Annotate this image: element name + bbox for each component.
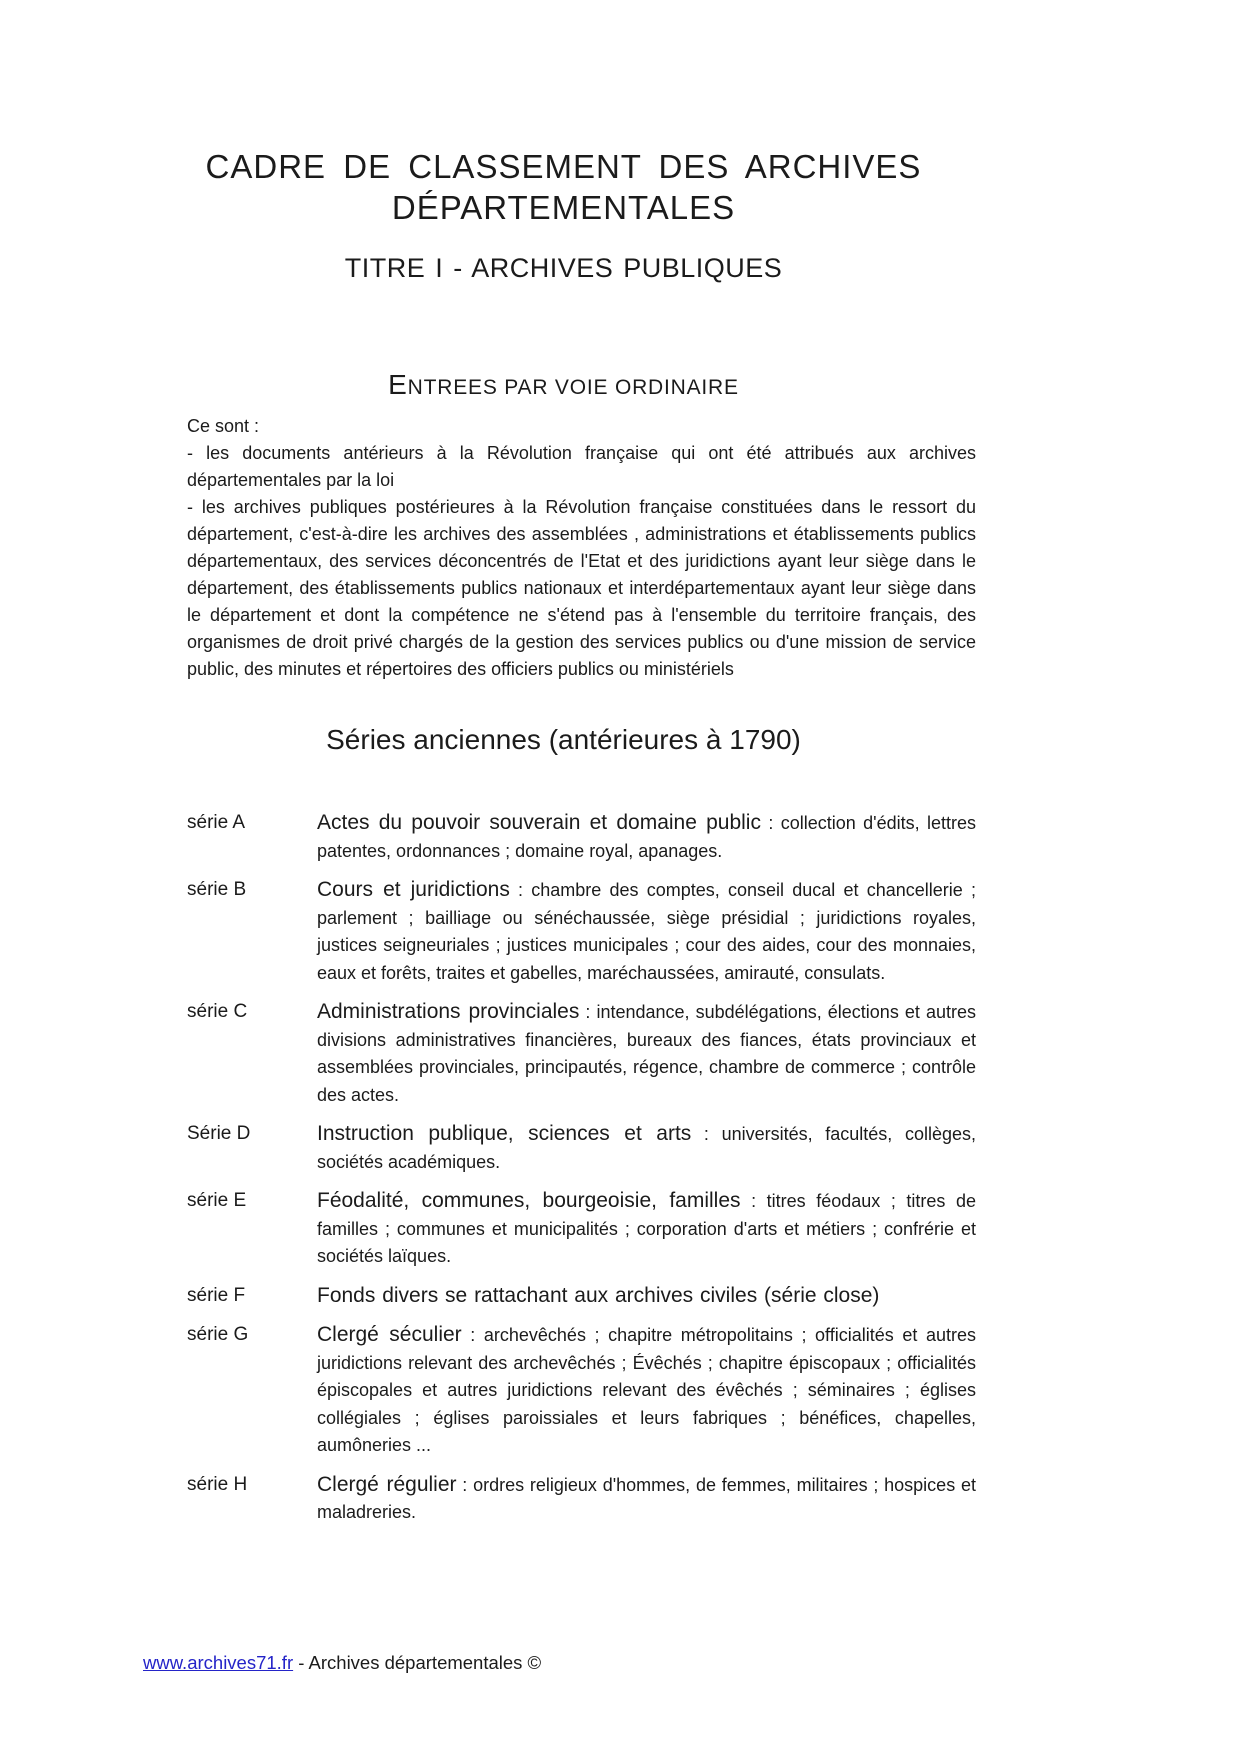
series-label: série E: [187, 1190, 247, 1211]
series-term: Clergé séculier: [317, 1323, 462, 1346]
series-term: Féodalité, communes, bourgeoisie, familles: [317, 1189, 741, 1212]
document-page: [187, 0, 976, 1538]
series-item-d: [187, 1120, 976, 1176]
series-term: Actes du pouvoir souverain et domaine public: [317, 811, 761, 834]
intro-lead: Ce sont :: [187, 416, 260, 436]
series-desc-text: : collection d'édits, lettres patentes, ordonnances ; domaine royal, apanages.: [317, 813, 976, 861]
series-label: série G: [187, 1324, 249, 1345]
footer-link[interactable]: www.archives71.fr: [143, 1652, 294, 1673]
section-heading-rest: NTREES PAR VOIE ORDINAIRE: [407, 376, 739, 399]
series-desc-text: : archevêchés ; chapitre métropolitains ; officialités et autres juridictions relevant des archevêchés ; Évêchés ; chapitre épiscopaux ; officialités épiscopales et autres juridictions relevant des évêchés ; séminaires ; églises collégiales ; églises paroissiales et leurs fabriques ; bénéfices, chapelles, aumôneries ...: [317, 1325, 977, 1455]
section-heading: [187, 370, 976, 403]
series-item-g: [187, 1321, 976, 1460]
series-term: Administrations provinciales: [317, 1000, 580, 1023]
series-desc-text: : chambre des comptes, conseil ducal et chancellerie ; parlement ; bailliage ou sénéchaussée, siège présidial ; juridictions royales, justices seigneuriales ; justices municipales ; cour des aides, cour des monnaies, eaux et forêts, traites et gabelles, maréchaussées, amirauté, consulats.: [317, 880, 976, 983]
footer-text: - Archives départementales ©: [293, 1652, 542, 1673]
series-item-a: [187, 809, 976, 865]
series-description: [317, 876, 976, 987]
series-item-c: [187, 998, 976, 1109]
document-title-line1: CADRE DE CLASSEMENT DES ARCHIVES: [205, 148, 922, 185]
series-label: série H: [187, 1473, 248, 1495]
series-label: série C: [187, 1001, 248, 1022]
series-description: [317, 1120, 976, 1176]
document-title-line2: DÉPARTEMENTALES: [391, 189, 736, 226]
series-label: Série D: [187, 1123, 251, 1144]
intro-paragraph-1: - les documents antérieurs à la Révolution française qui ont été attribués aux archives départementales par la loi: [187, 443, 976, 490]
series-item-f: [187, 1282, 976, 1311]
series-desc-text: : intendance, subdélégations, élections et autres divisions administratives financières, bureaux des fiances, états provinciaux et assemblées provinciales, principautés, régence, chambre de commerce ; contrôle des actes.: [317, 1002, 976, 1105]
series-list: [187, 809, 976, 1527]
section-heading-initial: E: [388, 369, 408, 400]
series-item-b: [187, 876, 976, 987]
document-subtitle: TITRE I - ARCHIVES PUBLIQUES: [344, 253, 783, 283]
series-term: Clergé régulier: [317, 1472, 457, 1496]
page-footer: [143, 1650, 541, 1676]
series-description: [317, 809, 976, 865]
series-term: Fonds divers se rattachant aux archives civiles (série close): [317, 1283, 880, 1307]
series-label: série B: [187, 879, 247, 900]
series-label: série F: [187, 1284, 246, 1306]
series-description: [317, 998, 976, 1109]
series-term: Instruction publique, sciences et arts: [317, 1122, 692, 1145]
series-description: [317, 1321, 976, 1460]
series-desc-text: : titres féodaux ; titres de familles ; communes et municipalités ; corporation d'arts et métiers ; confrérie et sociétés laïques.: [317, 1191, 976, 1266]
intro-paragraph-2: - les archives publiques postérieures à la Révolution française constituées dans le ressort du département, c'est-à-dire les archives des assemblées , administrations et établissements publics départementaux, des services déconcentrés de l'Etat et des juridictions ayant leur siège dans le département, des établissements publics nationaux et interdépartementaux ayant leur siège dans le département et dont la compétence ne s'étend pas à l'ensemble du territoire français, des organismes de droit privé chargés de la gestion des services publics ou d'une mission de service public, des minutes et répertoires des officiers publics ou ministériels: [187, 497, 976, 679]
series-label: série A: [187, 812, 246, 833]
series-description: [317, 1282, 976, 1311]
series-desc-text: : ordres religieux d'hommes, de femmes, militaires ; hospices et maladreries.: [317, 1474, 976, 1522]
series-description: [317, 1471, 976, 1527]
document-title: [187, 146, 976, 228]
series-heading: Séries anciennes (antérieures à 1790): [326, 724, 801, 755]
series-desc-text: : universités, facultés, collèges, sociétés académiques.: [317, 1124, 976, 1172]
series-item-h: [187, 1471, 976, 1527]
series-term: Cours et juridictions: [317, 878, 510, 901]
series-description: [317, 1187, 976, 1271]
series-item-e: [187, 1187, 976, 1271]
